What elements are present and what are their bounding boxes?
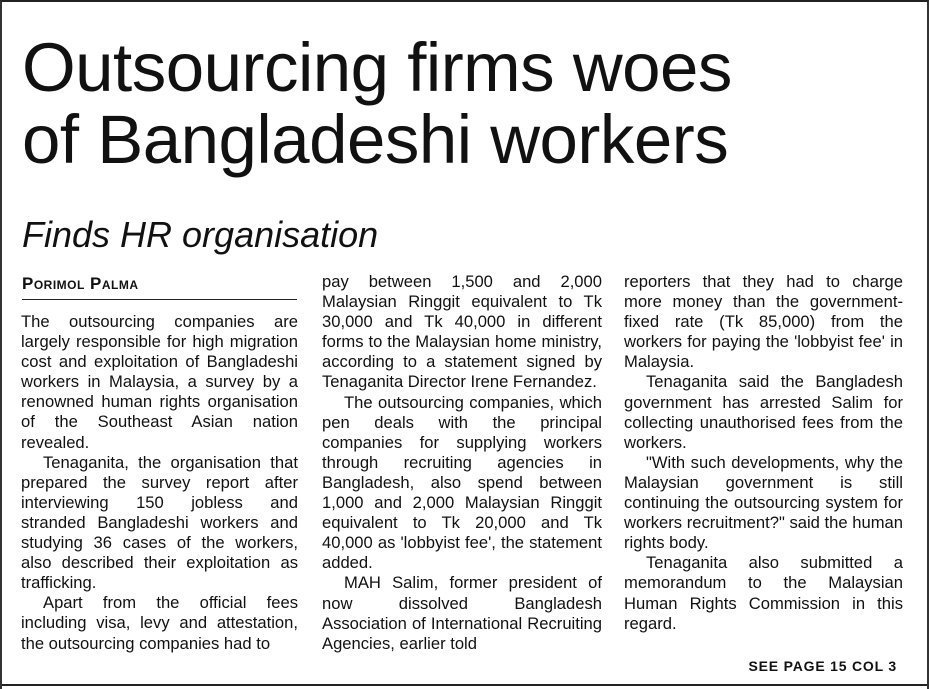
headline	[22, 29, 912, 178]
paragraph: Tenaganita, the organisation that prepared the survey report after interviewing 150 jobless and stranded Bangladeshi workers and studying 36 cases of the workers, also described their exploitation as trafficking.	[21, 452, 298, 593]
bottom-rule	[2, 684, 927, 686]
paragraph: The outsourcing companies are largely responsible for high migration cost and exploitation of Bangladeshi workers in Malaysia, a survey by a renowned human rights organisation of the Southeast Asian nation revealed.	[21, 312, 298, 452]
headline-line-2: of Bangladeshi workers	[22, 101, 729, 178]
paragraph: Tenaganita also submitted a memorandum to the Malaysian Human Rights Commission in this regard.	[624, 553, 903, 633]
text-column-2	[322, 272, 602, 654]
paragraph: The outsourcing companies, which pen deals with the principal companies for supplying workers through recruiting agencies in Bangladesh, also spend between 1,000 and 2,000 Malaysian Ringgit equivalent to Tk 20,000 and Tk 40,000 as 'lobbyist fee', the statement added.	[322, 392, 602, 573]
text-column-1	[21, 312, 298, 654]
paragraph: MAH Salim, former president of now dissolved Bangladesh Association of International Recruiting Agencies, earlier told	[322, 573, 602, 653]
subheadline: Finds HR organisation	[22, 214, 379, 255]
continuation-note: SEE PAGE 15 COL 3	[748, 658, 897, 674]
paragraph: reporters that they had to charge more money than the government-fixed rate (Tk 85,000) from the workers for paying the 'lobbyist fee' in Malaysia.	[624, 272, 903, 372]
headline-line-1: Outsourcing firms woes	[22, 29, 732, 106]
paragraph: Apart from the official fees including visa, levy and attestation, the outsourcing companies had to	[21, 593, 298, 653]
byline: Porimol Palma	[22, 274, 297, 300]
paragraph: "With such developments, why the Malaysian government is still continuing the outsourcing system for workers recruitment?" said the human rights body.	[624, 452, 903, 553]
text-column-3	[624, 272, 903, 634]
paragraph: Tenaganita said the Bangladesh government has arrested Salim for collecting unauthorised fees from the workers.	[624, 372, 903, 452]
paragraph: pay between 1,500 and 2,000 Malaysian Ringgit equivalent to Tk 30,000 and Tk 40,000 in different forms to the Malaysian home ministry, according to a statement signed by Tenaganita Director Irene Fernandez.	[322, 272, 602, 392]
